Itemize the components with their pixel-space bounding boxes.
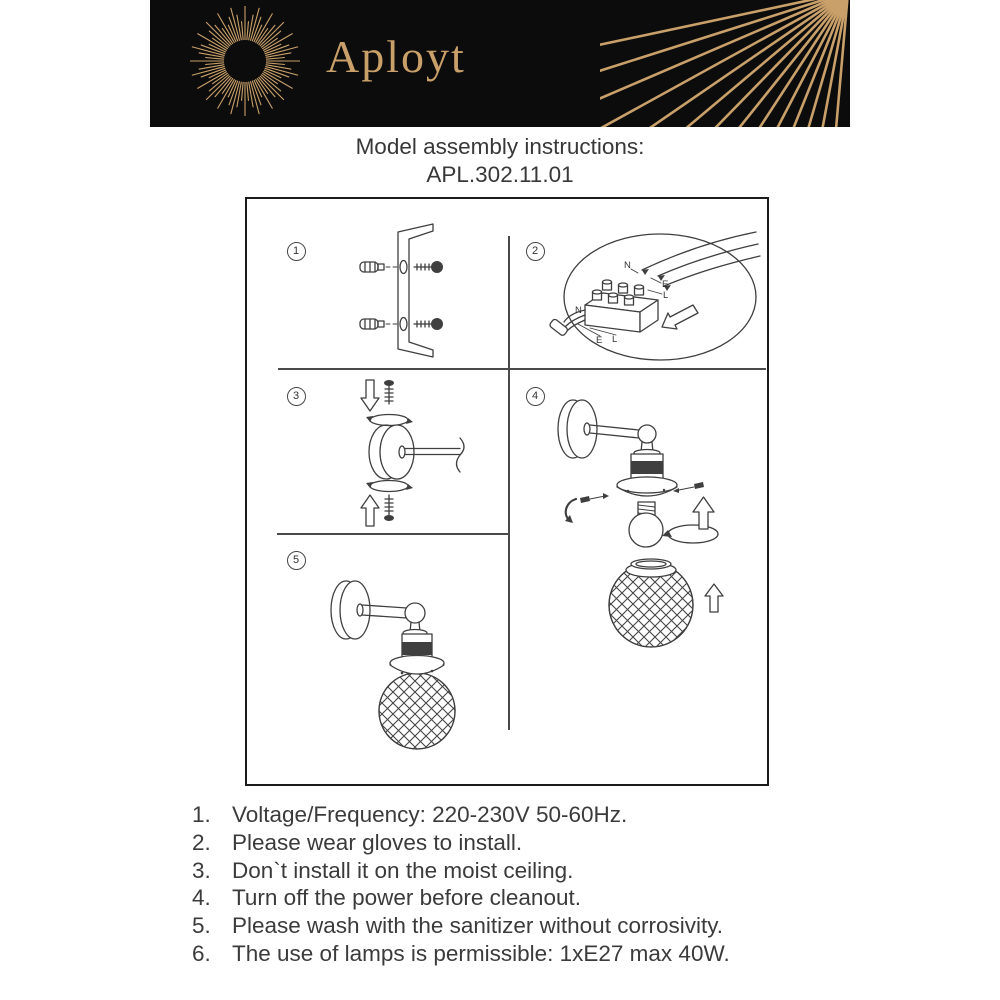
mounting-bracket xyxy=(398,224,433,357)
list-item xyxy=(192,884,730,912)
list-item-text: Don`t install it on the moist ceiling. xyxy=(232,857,574,883)
list-item xyxy=(192,857,730,885)
assembly-diagram xyxy=(245,197,769,786)
wire-direction-arrow-icon xyxy=(662,305,698,329)
wire-label-l-in: L xyxy=(663,290,669,301)
mesh-shade xyxy=(379,673,455,749)
page-title xyxy=(0,133,1000,189)
list-item-number: 5. xyxy=(192,913,211,939)
rotate-ellipse-icon xyxy=(662,525,718,543)
list-item xyxy=(192,829,730,857)
list-item-number: 2. xyxy=(192,829,211,855)
grid-divider-vertical xyxy=(508,236,510,730)
list-item-number: 3. xyxy=(192,857,211,883)
list-item-number: 4. xyxy=(192,885,211,911)
title-line-1: Model assembly instructions: xyxy=(355,134,645,159)
wire-label-n-in: N xyxy=(624,260,631,271)
wire-label-e-in: E xyxy=(662,279,669,290)
lamp-arm xyxy=(590,425,656,443)
rotate-arc-top-icon xyxy=(366,415,413,426)
panel-1-bracket-diagram xyxy=(262,212,507,362)
panel-5-assembled-lamp-diagram xyxy=(250,538,504,781)
wall-plate xyxy=(558,400,597,458)
panel-4-bulb-shade-diagram xyxy=(512,384,766,729)
list-item-text: Voltage/Frequency: 220-230V 50-60Hz. xyxy=(232,802,628,827)
screw-top-icon xyxy=(384,380,394,404)
arrow-down-icon xyxy=(361,380,379,411)
list-item-text: Please wear gloves to install. xyxy=(232,829,523,855)
lamp-socket xyxy=(390,622,444,674)
arrow-up-small-icon xyxy=(705,584,723,612)
wire-label-l-out: L xyxy=(612,334,618,345)
set-screw-right-icon xyxy=(673,482,704,493)
set-screw-left-icon xyxy=(580,493,609,503)
arrow-up-icon xyxy=(361,495,379,526)
model-number: APL.302.11.01 xyxy=(426,162,574,187)
list-item-text: The use of lamps is permissible: 1xE27 max 40W. xyxy=(232,940,730,966)
grid-divider-horizontal-1 xyxy=(278,368,766,370)
brand-header xyxy=(150,0,850,127)
list-item xyxy=(192,912,730,940)
list-item-text: Please wash with the sanitizer without corrosivity. xyxy=(232,913,724,939)
bent-arrow-icon xyxy=(565,499,576,523)
instruction-list xyxy=(192,801,730,968)
lamp-socket xyxy=(617,442,677,496)
panel-5-number-badge: 5 xyxy=(287,551,306,570)
screw-icon xyxy=(414,261,443,330)
panel-4-number-badge: 4 xyxy=(526,387,545,406)
list-item-number: 6. xyxy=(192,940,211,966)
list-item-number: 1. xyxy=(192,802,211,827)
panel-3-canopy-diagram xyxy=(262,374,507,532)
canopy-plate xyxy=(369,425,464,479)
panel-2-wiring-diagram xyxy=(512,212,766,362)
lamp-arm xyxy=(362,603,425,623)
grid-divider-horizontal-2 xyxy=(277,533,509,535)
list-item xyxy=(192,801,730,829)
wire-label-n-out: N xyxy=(575,305,582,316)
screw-bottom-icon xyxy=(384,495,394,521)
list-item xyxy=(192,940,730,968)
rotate-arc-bottom-icon xyxy=(366,481,413,492)
mesh-shade xyxy=(609,559,693,647)
arrow-up-icon xyxy=(693,497,714,529)
light-bulb-icon xyxy=(629,502,663,547)
sunburst-logo-icon xyxy=(186,2,304,120)
panel-1-number-badge: 1 xyxy=(287,242,306,261)
wire-label-e-out: E xyxy=(596,335,603,346)
panel-3-number-badge: 3 xyxy=(287,387,306,406)
wall-plate xyxy=(331,581,370,639)
wall-anchor-icon xyxy=(360,262,398,329)
brand-name: Aployt xyxy=(326,31,466,82)
corner-rays-icon xyxy=(600,0,850,127)
panel-2-number-badge: 2 xyxy=(526,242,545,261)
terminal-block xyxy=(585,280,658,332)
list-item-text: Turn off the power before cleanout. xyxy=(232,885,581,911)
